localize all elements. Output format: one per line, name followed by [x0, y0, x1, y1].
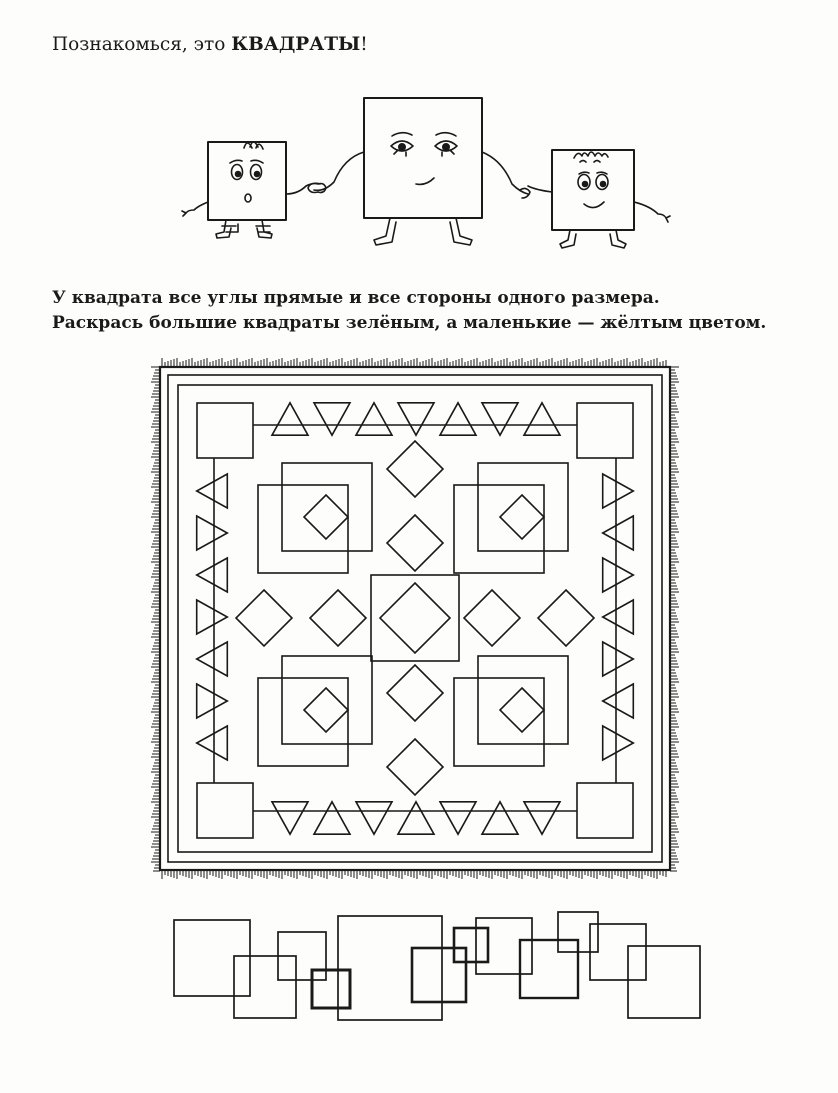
carpet-fringe-left — [151, 367, 160, 871]
triangle-left-2 — [197, 516, 228, 550]
square-characters-illustration — [170, 92, 680, 260]
triangle-left-1 — [197, 474, 228, 508]
diamond-left-1 — [236, 590, 292, 646]
triangle-right-5 — [603, 642, 634, 676]
carpet-fringe-right — [670, 367, 679, 871]
heading-suffix: ! — [360, 34, 368, 55]
triangle-bottom-5 — [440, 802, 476, 834]
triangle-right-6 — [603, 684, 634, 718]
carpet-border-band — [168, 375, 662, 862]
square-12 — [628, 946, 700, 1018]
group-bottom-left-square-b — [258, 678, 348, 766]
page-heading — [52, 34, 368, 55]
triangle-top-3 — [356, 403, 392, 435]
small-square-character-right — [528, 150, 670, 248]
triangle-right-2 — [603, 516, 634, 550]
group-top-right-square-b — [454, 485, 544, 573]
triangle-left-6 — [197, 684, 228, 718]
triangle-top-1 — [272, 403, 308, 435]
group-bottom-left-diamond — [304, 688, 348, 732]
corner-square-2 — [577, 403, 633, 458]
triangle-top-7 — [524, 403, 560, 435]
triangle-bottom-3 — [356, 802, 392, 834]
diamond-right-2 — [538, 590, 594, 646]
big-square-character-middle — [308, 98, 530, 245]
overlapping-squares-illustration — [170, 908, 710, 1028]
diamond-bottom-2 — [387, 739, 443, 795]
instructions — [52, 286, 766, 336]
group-bottom-right-diamond — [500, 688, 544, 732]
corner-square-3 — [197, 783, 253, 838]
diamond-right-1 — [464, 590, 520, 646]
center-diamond — [380, 583, 450, 653]
center-square — [371, 575, 459, 661]
group-top-right-diamond — [500, 495, 544, 539]
square-8 — [476, 918, 532, 974]
triangle-left-4 — [197, 600, 228, 634]
instruction-line-1: У квадрата все углы прямые и все стороны одного размера. — [52, 288, 660, 308]
triangle-bottom-4 — [398, 802, 434, 834]
carpet-illustration — [150, 355, 680, 885]
square-9 — [520, 940, 578, 998]
corner-square-4 — [577, 783, 633, 838]
triangle-bottom-2 — [314, 802, 350, 834]
small-square-character-left — [182, 142, 320, 238]
diamond-top-1 — [387, 441, 443, 497]
square-6 — [412, 948, 466, 1002]
triangle-top-4 — [398, 403, 434, 435]
group-top-left-square-b — [258, 485, 348, 573]
triangle-left-7 — [197, 726, 228, 760]
triangle-right-4 — [603, 600, 634, 634]
pattern-frame-lines — [214, 425, 616, 811]
square-5 — [338, 916, 442, 1020]
diamond-top-2 — [387, 515, 443, 571]
triangle-top-5 — [440, 403, 476, 435]
square-1 — [174, 920, 250, 996]
triangle-bottom-1 — [272, 802, 308, 834]
diamond-bottom-1 — [387, 665, 443, 721]
square-4 — [312, 970, 350, 1008]
triangle-left-5 — [197, 642, 228, 676]
heading-prefix: Познакомься, это — [52, 34, 232, 55]
carpet-fringe-bottom — [162, 870, 666, 879]
square-7 — [454, 928, 488, 962]
triangle-top-6 — [482, 403, 518, 435]
group-top-left-diamond — [304, 495, 348, 539]
group-bottom-right-square-b — [454, 678, 544, 766]
triangle-right-3 — [603, 558, 634, 592]
square-2 — [234, 956, 296, 1018]
instruction-line-2: Раскрась большие квадраты зелёным, а маленькие — жёлтым цветом. — [52, 313, 767, 333]
triangle-bottom-7 — [524, 802, 560, 834]
triangle-top-2 — [314, 403, 350, 435]
diamond-left-2 — [310, 590, 366, 646]
carpet-fringe-top — [162, 358, 666, 367]
carpet-inner-border — [178, 385, 652, 852]
triangle-right-1 — [603, 474, 634, 508]
corner-square-1 — [197, 403, 253, 458]
triangle-right-7 — [603, 726, 634, 760]
triangle-left-3 — [197, 558, 228, 592]
triangle-bottom-6 — [482, 802, 518, 834]
heading-emphasis: КВАДРАТЫ — [231, 34, 361, 55]
